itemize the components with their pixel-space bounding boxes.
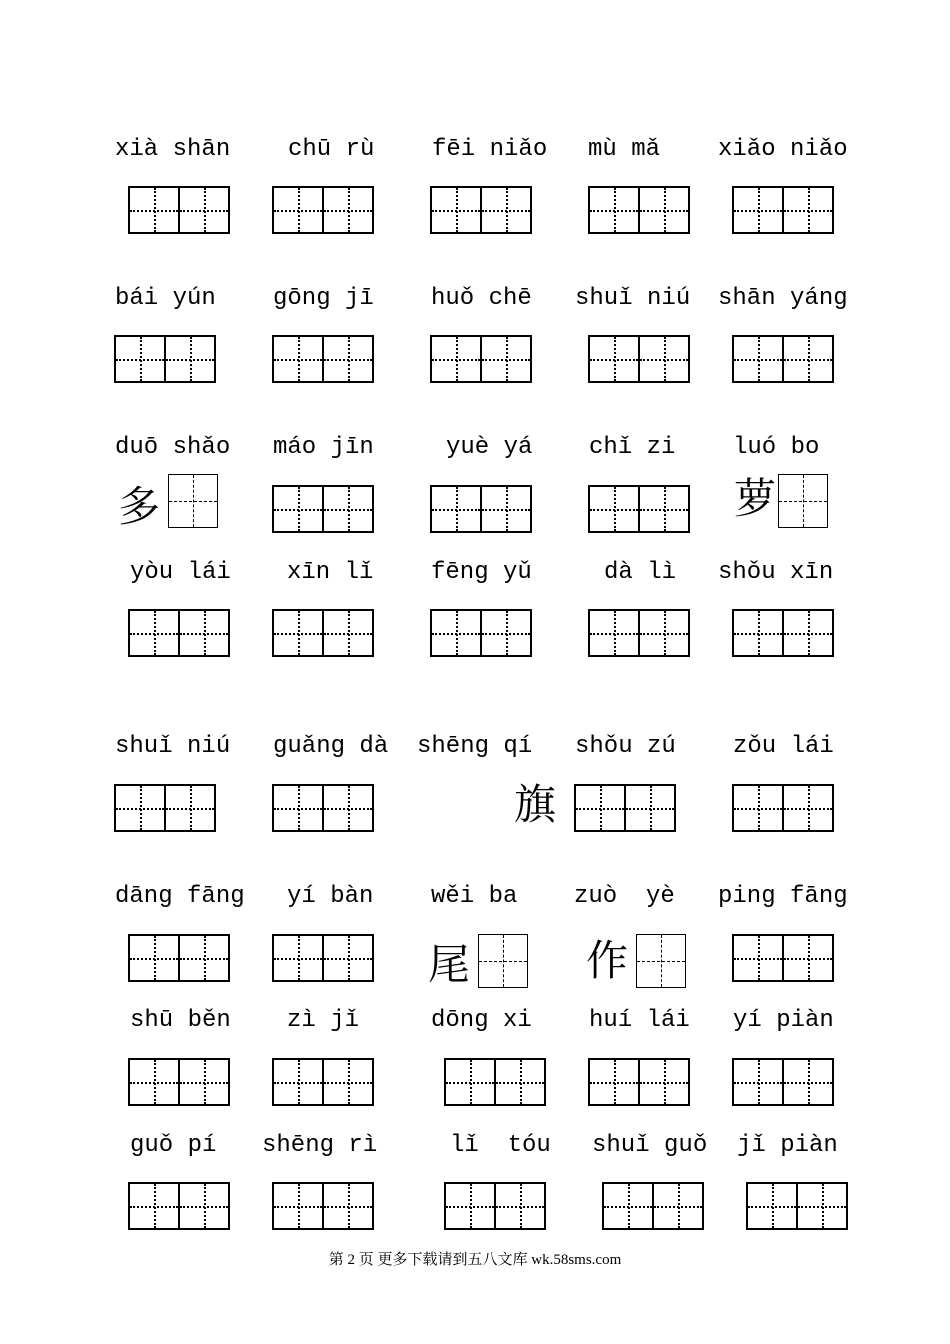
hint-character: 作 xyxy=(586,936,629,985)
pinyin-label: lǐ tóu xyxy=(450,1132,551,1159)
writing-grid[interactable] xyxy=(430,335,532,383)
writing-grid[interactable] xyxy=(272,934,374,982)
pinyin-label: shǒu xīn xyxy=(718,559,834,586)
writing-grid[interactable] xyxy=(430,609,532,657)
pinyin-label: wěi ba xyxy=(431,883,518,910)
writing-grid[interactable] xyxy=(272,1182,374,1230)
pinyin-label: dà lì xyxy=(604,559,677,586)
writing-grid[interactable] xyxy=(732,609,834,657)
pinyin-label: máo jīn xyxy=(273,434,374,461)
pinyin-label: chū rù xyxy=(288,136,375,163)
writing-grid[interactable] xyxy=(272,485,374,533)
writing-grid[interactable] xyxy=(272,784,374,832)
writing-grid[interactable] xyxy=(128,186,230,234)
pinyin-label: shān yáng xyxy=(718,285,848,312)
writing-grid[interactable] xyxy=(732,784,834,832)
writing-grid[interactable] xyxy=(272,186,374,234)
pinyin-label: huí lái xyxy=(589,1007,690,1034)
pinyin-label: shēng rì xyxy=(262,1132,378,1159)
pinyin-label: chǐ zi xyxy=(589,434,676,461)
writing-grid[interactable] xyxy=(114,335,216,383)
writing-grid[interactable] xyxy=(602,1182,704,1230)
writing-grid[interactable] xyxy=(588,609,690,657)
pinyin-label: xīn lǐ xyxy=(287,559,374,586)
pinyin-label: guǎng dà xyxy=(273,733,389,760)
pinyin-label: fēi niǎo xyxy=(432,136,548,163)
writing-grid[interactable] xyxy=(444,1058,546,1106)
pinyin-label: jǐ piàn xyxy=(737,1132,838,1159)
pinyin-label: duō shǎo xyxy=(115,434,231,461)
pinyin-label: gōng jī xyxy=(273,285,374,312)
writing-grid[interactable] xyxy=(128,609,230,657)
writing-grid[interactable] xyxy=(574,784,676,832)
writing-grid[interactable] xyxy=(588,186,690,234)
writing-grid[interactable] xyxy=(732,186,834,234)
writing-grid[interactable] xyxy=(272,335,374,383)
hint-character: 多 xyxy=(118,482,161,531)
writing-grid[interactable] xyxy=(430,485,532,533)
pinyin-label: zuò yè xyxy=(574,883,675,910)
writing-grid[interactable] xyxy=(588,1058,690,1106)
writing-grid[interactable] xyxy=(114,784,216,832)
hint-character: 萝 xyxy=(734,474,777,523)
pinyin-label: fēng yǔ xyxy=(431,559,532,586)
writing-grid[interactable] xyxy=(746,1182,848,1230)
writing-cell[interactable] xyxy=(636,934,686,988)
writing-grid[interactable] xyxy=(272,609,374,657)
pinyin-label: yí bàn xyxy=(287,883,374,910)
pinyin-label: zǒu lái xyxy=(733,733,834,760)
pinyin-label: guǒ pí xyxy=(130,1132,217,1159)
hint-character: 旗 xyxy=(514,780,557,829)
writing-grid[interactable] xyxy=(430,186,532,234)
writing-grid[interactable] xyxy=(732,335,834,383)
writing-grid[interactable] xyxy=(732,1058,834,1106)
pinyin-label: shuǐ niú xyxy=(575,285,691,312)
pinyin-label: shuǐ niú xyxy=(115,733,231,760)
writing-grid[interactable] xyxy=(272,1058,374,1106)
pinyin-label: yuè yá xyxy=(446,434,533,461)
writing-grid[interactable] xyxy=(588,485,690,533)
writing-cell[interactable] xyxy=(778,474,828,528)
writing-cell[interactable] xyxy=(478,934,528,988)
pinyin-label: xià shān xyxy=(115,136,231,163)
pinyin-label: dōng xi xyxy=(431,1007,532,1034)
pinyin-label: yí piàn xyxy=(733,1007,834,1034)
pinyin-label: bái yún xyxy=(115,285,216,312)
pinyin-label: shū běn xyxy=(130,1007,231,1034)
writing-cell[interactable] xyxy=(168,474,218,528)
pinyin-label: dāng fāng xyxy=(115,883,245,910)
pinyin-label: xiǎo niǎo xyxy=(718,136,848,163)
pinyin-label: luó bo xyxy=(733,434,820,461)
pinyin-label: huǒ chē xyxy=(431,285,532,312)
writing-grid[interactable] xyxy=(732,934,834,982)
pinyin-label: mù mǎ xyxy=(588,136,661,163)
pinyin-label: ping fāng xyxy=(718,883,848,910)
page-footer: 第 2 页 更多下载请到五八文库 wk.58sms.com xyxy=(328,1252,622,1268)
pinyin-label: shuǐ guǒ xyxy=(592,1132,708,1159)
writing-grid[interactable] xyxy=(444,1182,546,1230)
pinyin-label: shǒu zú xyxy=(575,733,676,760)
hint-character: 尾 xyxy=(428,940,471,989)
writing-grid[interactable] xyxy=(128,1182,230,1230)
pinyin-label: shēng qí xyxy=(417,733,533,760)
writing-grid[interactable] xyxy=(588,335,690,383)
writing-grid[interactable] xyxy=(128,1058,230,1106)
pinyin-label: yòu lái xyxy=(130,559,231,586)
pinyin-label: zì jǐ xyxy=(287,1007,360,1034)
writing-grid[interactable] xyxy=(128,934,230,982)
